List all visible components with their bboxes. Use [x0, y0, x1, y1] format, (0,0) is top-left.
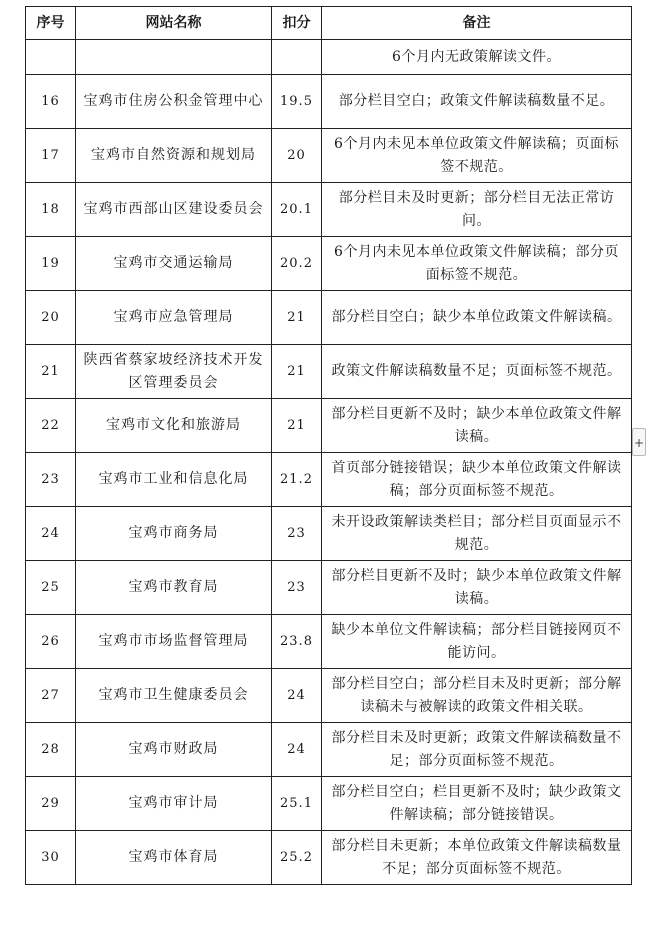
- website-name: 宝鸡市文化和旅游局: [76, 399, 272, 453]
- website-name: 宝鸡市交通运输局: [76, 237, 272, 291]
- evaluation-table-container: [25, 6, 632, 885]
- continued-name-cell: [76, 40, 272, 75]
- table-row: [26, 75, 632, 129]
- row-number: 23: [26, 453, 76, 507]
- deduction-score: 23: [272, 561, 322, 615]
- remark: 部分栏目空白；部分栏目未及时更新；部分解读稿未与被解读的政策文件相关联。: [322, 669, 632, 723]
- row-number: 16: [26, 75, 76, 129]
- website-name: 宝鸡市住房公积金管理中心: [76, 75, 272, 129]
- remark: 部分栏目未及时更新；政策文件解读稿数量不足；部分页面标签不规范。: [322, 723, 632, 777]
- table-row: [26, 777, 632, 831]
- deduction-score: 20.2: [272, 237, 322, 291]
- deduction-score: 21: [272, 399, 322, 453]
- deduction-score: 24: [272, 669, 322, 723]
- website-name: 宝鸡市卫生健康委员会: [76, 669, 272, 723]
- deduction-score: 19.5: [272, 75, 322, 129]
- row-number: 19: [26, 237, 76, 291]
- remark: 首页部分链接错误；缺少本单位政策文件解读稿；部分页面标签不规范。: [322, 453, 632, 507]
- website-name: 宝鸡市工业和信息化局: [76, 453, 272, 507]
- remark: 部分栏目空白；栏目更新不及时；缺少政策文件解读稿；部分链接错误。: [322, 777, 632, 831]
- header-name: 网站名称: [76, 7, 272, 40]
- remark: 6个月内未见本单位政策文件解读稿；页面标签不规范。: [322, 129, 632, 183]
- deduction-score: 23.8: [272, 615, 322, 669]
- website-name: 宝鸡市应急管理局: [76, 291, 272, 345]
- table-row: [26, 507, 632, 561]
- header-score: 扣分: [272, 7, 322, 40]
- remark: 6个月内未见本单位政策文件解读稿；部分页面标签不规范。: [322, 237, 632, 291]
- expand-side-button[interactable]: [632, 428, 646, 456]
- table-row: [26, 669, 632, 723]
- table-row: [26, 561, 632, 615]
- table-row: [26, 345, 632, 399]
- table-row: [26, 831, 632, 885]
- continued-note-cell: 6个月内无政策解读文件。: [322, 40, 632, 75]
- deduction-score: 21: [272, 291, 322, 345]
- row-number: 28: [26, 723, 76, 777]
- table-row: [26, 723, 632, 777]
- website-name: 宝鸡市商务局: [76, 507, 272, 561]
- website-name: 宝鸡市财政局: [76, 723, 272, 777]
- header-no: 序号: [26, 7, 76, 40]
- row-number: 30: [26, 831, 76, 885]
- continued-no-cell: [26, 40, 76, 75]
- website-name: 宝鸡市教育局: [76, 561, 272, 615]
- deduction-score: 24: [272, 723, 322, 777]
- remark: 部分栏目更新不及时；缺少本单位政策文件解读稿。: [322, 399, 632, 453]
- remark: 部分栏目未更新；本单位政策文件解读稿数量不足；部分页面标签不规范。: [322, 831, 632, 885]
- row-number: 29: [26, 777, 76, 831]
- table-row: [26, 237, 632, 291]
- website-name: 陕西省蔡家坡经济技术开发区管理委员会: [76, 345, 272, 399]
- table-row: [26, 183, 632, 237]
- remark: 缺少本单位文件解读稿；部分栏目链接网页不能访问。: [322, 615, 632, 669]
- row-number: 21: [26, 345, 76, 399]
- row-number: 27: [26, 669, 76, 723]
- header-note: 备注: [322, 7, 632, 40]
- remark: 部分栏目更新不及时；缺少本单位政策文件解读稿。: [322, 561, 632, 615]
- deduction-score: 20: [272, 129, 322, 183]
- remark: 部分栏目空白；政策文件解读稿数量不足。: [322, 75, 632, 129]
- continued-score-cell: [272, 40, 322, 75]
- row-number: 17: [26, 129, 76, 183]
- table-header-row: [26, 7, 632, 40]
- plus-icon: +: [633, 436, 645, 450]
- deduction-score: 23: [272, 507, 322, 561]
- row-number: 24: [26, 507, 76, 561]
- evaluation-table: [25, 6, 632, 885]
- table-row: [26, 615, 632, 669]
- website-name: 宝鸡市市场监督管理局: [76, 615, 272, 669]
- row-number: 18: [26, 183, 76, 237]
- continued-row: [26, 40, 632, 75]
- row-number: 20: [26, 291, 76, 345]
- remark: 未开设政策解读类栏目；部分栏目页面显示不规范。: [322, 507, 632, 561]
- row-number: 25: [26, 561, 76, 615]
- website-name: 宝鸡市自然资源和规划局: [76, 129, 272, 183]
- website-name: 宝鸡市体育局: [76, 831, 272, 885]
- row-number: 22: [26, 399, 76, 453]
- website-name: 宝鸡市西部山区建设委员会: [76, 183, 272, 237]
- remark: 政策文件解读稿数量不足；页面标签不规范。: [322, 345, 632, 399]
- row-number: 26: [26, 615, 76, 669]
- table-row: [26, 129, 632, 183]
- deduction-score: 21.2: [272, 453, 322, 507]
- deduction-score: 25.2: [272, 831, 322, 885]
- table-row: [26, 453, 632, 507]
- website-name: 宝鸡市审计局: [76, 777, 272, 831]
- table-row: [26, 399, 632, 453]
- table-row: [26, 291, 632, 345]
- remark: 部分栏目空白；缺少本单位政策文件解读稿。: [322, 291, 632, 345]
- deduction-score: 20.1: [272, 183, 322, 237]
- deduction-score: 25.1: [272, 777, 322, 831]
- remark: 部分栏目未及时更新；部分栏目无法正常访问。: [322, 183, 632, 237]
- deduction-score: 21: [272, 345, 322, 399]
